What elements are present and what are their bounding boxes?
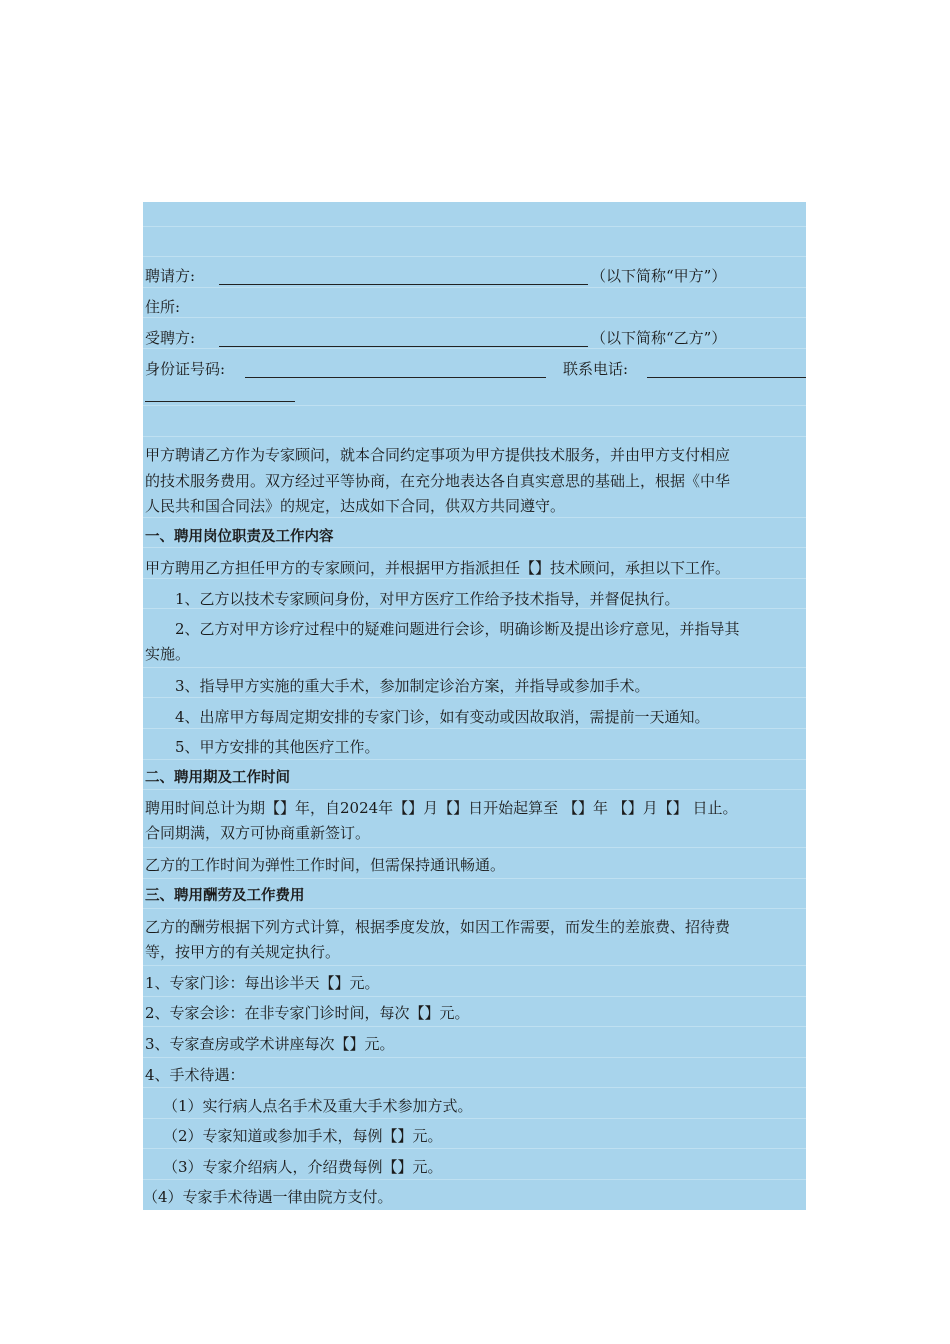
section-2-title: 二、聘用期及工作时间 [145, 770, 290, 786]
section-1-title: 一、聘用岗位职责及工作内容 [145, 529, 334, 545]
section-3-item: 3、专家查房或学术讲座每次【】元。 [145, 1035, 395, 1053]
section-1-item: 4、出席甲方每周定期安排的专家门诊，如有变动或因故取消，需提前一天通知。 [175, 708, 710, 726]
section-1-item: 3、指导甲方实施的重大手术，参加制定诊治方案，并指导或参加手术。 [175, 677, 650, 695]
section-3-item: 1、专家门诊：每出诊半天【】元。 [145, 974, 380, 992]
section-3-lead: 等，按甲方的有关规定执行。 [145, 943, 341, 961]
section-1-item: 5、甲方安排的其他医疗工作。 [175, 738, 380, 756]
id-number-label: 身份证号码: [145, 360, 226, 378]
party-a-blank[interactable] [219, 284, 588, 285]
party-b-blank[interactable] [219, 346, 588, 347]
section-2-line: 乙方的工作时间为弹性工作时间，但需保持通讯畅通。 [145, 856, 506, 874]
section-3-subitem: （3）专家介绍病人，介绍费每例【】元。 [163, 1158, 443, 1176]
section-2-line: 聘用时间总计为期【】年，自2024年【】月【】日开始起算至 【】年 【】月【】 日止。 [145, 799, 738, 817]
section-3-item: 2、专家会诊：在非专家门诊时间，每次【】元。 [145, 1004, 470, 1022]
section-3-lead: 乙方的酬劳根据下列方式计算，根据季度发放，如因工作需要，而发生的差旅费、招待费 [145, 918, 731, 936]
address-label: 住所: [145, 298, 181, 316]
party-b-note: （以下简称“乙方”） [591, 329, 727, 347]
section-1-item: 2、乙方对甲方诊疗过程中的疑难问题进行会诊，明确诊断及提出诊疗意见，并指导其 [175, 620, 740, 638]
phone-blank[interactable] [647, 377, 806, 378]
intro-line: 人民共和国合同法》的规定，达成如下合同，供双方共同遵守。 [145, 497, 566, 515]
ruled-line [143, 202, 806, 227]
section-2-line: 合同期满，双方可协商重新签订。 [145, 824, 371, 842]
party-a-label: 聘请方: [145, 267, 196, 285]
section-1-item-cont: 实施。 [145, 645, 191, 663]
section-3-item: 4、手术待遇： [145, 1066, 245, 1084]
section-3-subitem: （2）专家知道或参加手术，每例【】元。 [163, 1127, 443, 1145]
ruled-line [143, 406, 806, 437]
section-1-item: 1、乙方以技术专家顾问身份，对甲方医疗工作给予技术指导，并督促执行。 [175, 590, 680, 608]
intro-line: 甲方聘请乙方作为专家顾问，就本合同约定事项为甲方提供技术服务，并由甲方支付相应 [145, 446, 731, 464]
ruled-line [143, 288, 806, 318]
section-1-lead: 甲方聘用乙方担任甲方的专家顾问，并根据甲方指派担任【】技术顾问，承担以下工作。 [145, 559, 731, 577]
section-3-subitem: （1）实行病人点名手术及重大手术参加方式。 [163, 1097, 473, 1115]
id-number-blank[interactable] [245, 377, 546, 378]
section-3-subitem: （4）专家手术待遇一律由院方支付。 [143, 1188, 393, 1206]
phone-label: 联系电话: [563, 360, 629, 378]
intro-line: 的技术服务费用。双方经过平等协商，在充分地表达各自真实意思的基础上，根据《中华 [145, 472, 731, 490]
contract-document [143, 202, 806, 1210]
party-a-note: （以下简称“甲方”） [591, 267, 727, 285]
phone-blank-continued[interactable] [145, 401, 295, 402]
ruled-line [143, 609, 806, 668]
party-b-label: 受聘方: [145, 329, 196, 347]
ruled-line [143, 227, 806, 257]
section-3-title: 三、聘用酬劳及工作费用 [145, 888, 305, 904]
